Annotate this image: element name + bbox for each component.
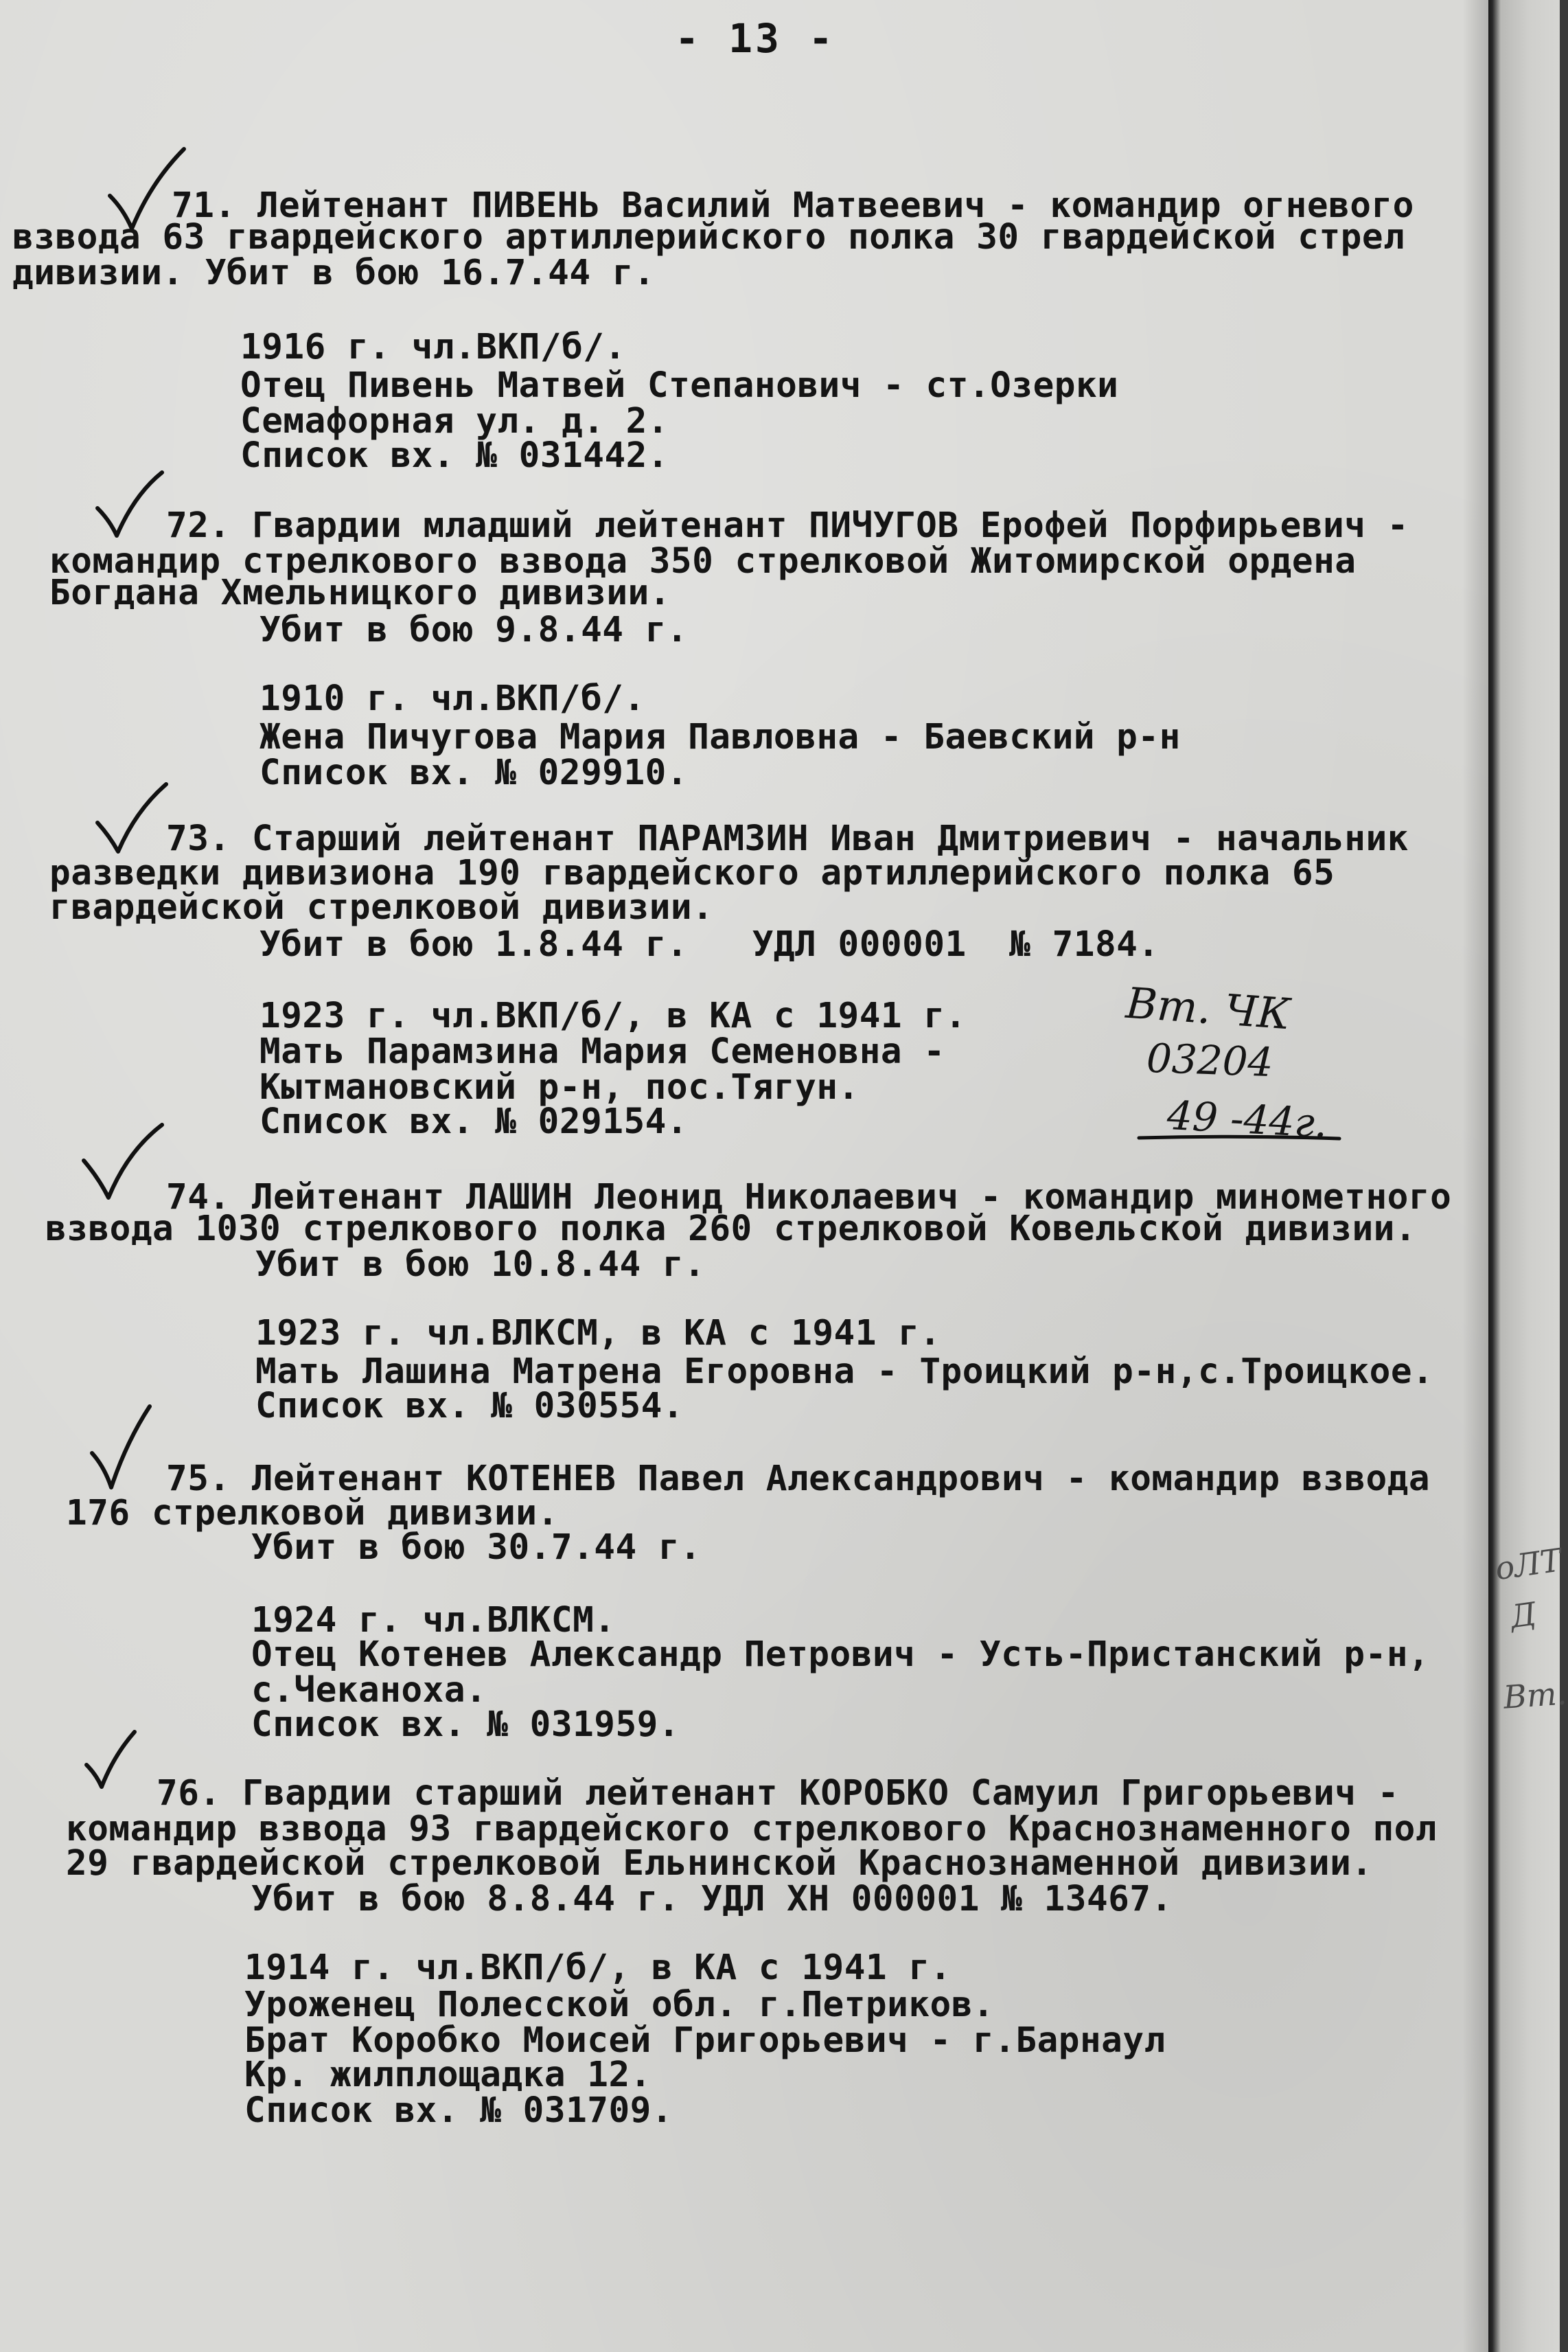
entry-line: Убит в бою 8.8.44 г. УДЛ ХН 000001 № 13467.	[251, 1879, 1173, 1919]
entry-line: 76. Гвардии старший лейтенант КОРОБКО Самуил Григорьевич -	[157, 1773, 1399, 1814]
entry-line: Убит в бою 10.8.44 г.	[255, 1244, 706, 1285]
entry-line: Брат Коробко Моисей Григорьевич - г.Барнаул	[244, 2020, 1166, 2061]
entry-line: командир стрелкового взвода 350 стрелковой Житомирской ордена	[49, 541, 1357, 582]
handwritten-note-line2: 03204	[1145, 1034, 1274, 1086]
page-number: - 13 -	[675, 15, 835, 62]
entry-line: Мать Лашина Матрена Егоровна - Троицкий р-н,с.Троицкое.	[255, 1351, 1434, 1392]
entry-line: 1916 г. чл.ВКП/б/.	[240, 327, 626, 367]
entry-line: 176 стрелковой дивизии.	[66, 1493, 559, 1533]
handwritten-note-line1: Вт. ЧК	[1124, 977, 1292, 1040]
entry-line: Список вх. № 031442.	[240, 435, 669, 476]
entry-line: 74. Лейтенант ЛАШИН Леонид Николаевич - командир минометного	[166, 1177, 1452, 1218]
entry-line: 71. Лейтенант ПИВЕНЬ Василий Матвеевич - командир огневого	[172, 185, 1414, 226]
entry-line: Жена Пичугова Мария Павловна - Баевский р-н	[260, 717, 1181, 757]
entry-line: взвода 1030 стрелкового полка 260 стрелковой Ковельской дивизии.	[45, 1209, 1417, 1249]
entry-line: Кытмановский р-н, пос.Тягун.	[260, 1067, 860, 1108]
entry-line: 1923 г. чл.ВКП/б/, в КА с 1941 г.	[260, 996, 967, 1036]
entry-line: Список вх. № 029910.	[260, 753, 689, 793]
bleed-through-text-1: оЛТ	[1492, 1541, 1564, 1588]
entry-line: Уроженец Полесской обл. г.Петриков.	[244, 1985, 995, 2025]
entry-line: 29 гвардейской стрелковой Ельнинской Краснознаменной дивизии.	[66, 1843, 1373, 1884]
entry-line: Список вх. № 029154.	[260, 1101, 689, 1142]
entry-line: 1924 г. чл.ВЛКСМ.	[251, 1600, 616, 1641]
checkmark-icon	[77, 1112, 180, 1215]
entry-line: 72. Гвардии младший лейтенант ПИЧУГОВ Ерофей Порфирьевич -	[166, 505, 1409, 546]
entry-line: Список вх. № 031959.	[251, 1704, 680, 1745]
page-edge-shadow	[1462, 0, 1490, 2352]
entry-line: Список вх. № 031709.	[244, 2090, 673, 2131]
entry-line: гвардейской стрелковой дивизии.	[49, 887, 714, 928]
entry-line: Мать Парамзина Мария Семеновна -	[260, 1031, 945, 1072]
entry-line: 73. Старший лейтенант ПАРАМЗИН Иван Дмитриевич - начальник	[166, 819, 1409, 859]
entry-line: дивизии. Убит в бою 16.7.44 г.	[12, 253, 656, 293]
handwritten-note-line3: 49 -44г.	[1166, 1091, 1329, 1148]
entry-line: 1923 г. чл.ВЛКСМ, в КА с 1941 г.	[255, 1313, 941, 1354]
entry-line: 1910 г. чл.ВКП/б/.	[260, 678, 645, 719]
entry-line: Убит в бою 9.8.44 г.	[260, 610, 689, 650]
bleed-through-text-3: Вт.	[1502, 1674, 1568, 1716]
entry-line: Отец Котенев Александр Петрович - Усть-Пристанский р-н,	[251, 1634, 1430, 1675]
adjacent-page-edge	[1488, 0, 1568, 2352]
entry-line: Отец Пивень Матвей Степанович - ст.Озерки	[240, 365, 1119, 406]
entry-line: Список вх. № 030554.	[255, 1386, 684, 1426]
entry-line: Богдана Хмельницкого дивизии.	[49, 573, 671, 613]
entry-line: Убит в бою 1.8.44 г. УДЛ 000001 № 7184.	[260, 924, 1160, 965]
entry-line: разведки дивизиона 190 гвардейского артиллерийского полка 65	[49, 853, 1335, 893]
entry-line: Семафорная ул. д. 2.	[240, 401, 669, 442]
entry-line: Кр. жилплощадка 12.	[244, 2055, 652, 2095]
entry-line: взвода 63 гвардейского артиллерийского полка 30 гвардейской стрел	[12, 217, 1405, 258]
entry-line: 75. Лейтенант КОТЕНЕВ Павел Александрович - командир взвода	[166, 1459, 1431, 1499]
entry-line: Убит в бою 30.7.44 г.	[251, 1527, 702, 1568]
entry-line: командир взвода 93 гвардейского стрелкового Краснознаменного пол	[66, 1809, 1438, 1849]
entry-line: 1914 г. чл.ВКП/б/, в КА с 1941 г.	[244, 1948, 952, 1988]
entry-line: с.Чеканоха.	[251, 1670, 487, 1711]
bleed-through-text-2: Д	[1508, 1595, 1539, 1636]
